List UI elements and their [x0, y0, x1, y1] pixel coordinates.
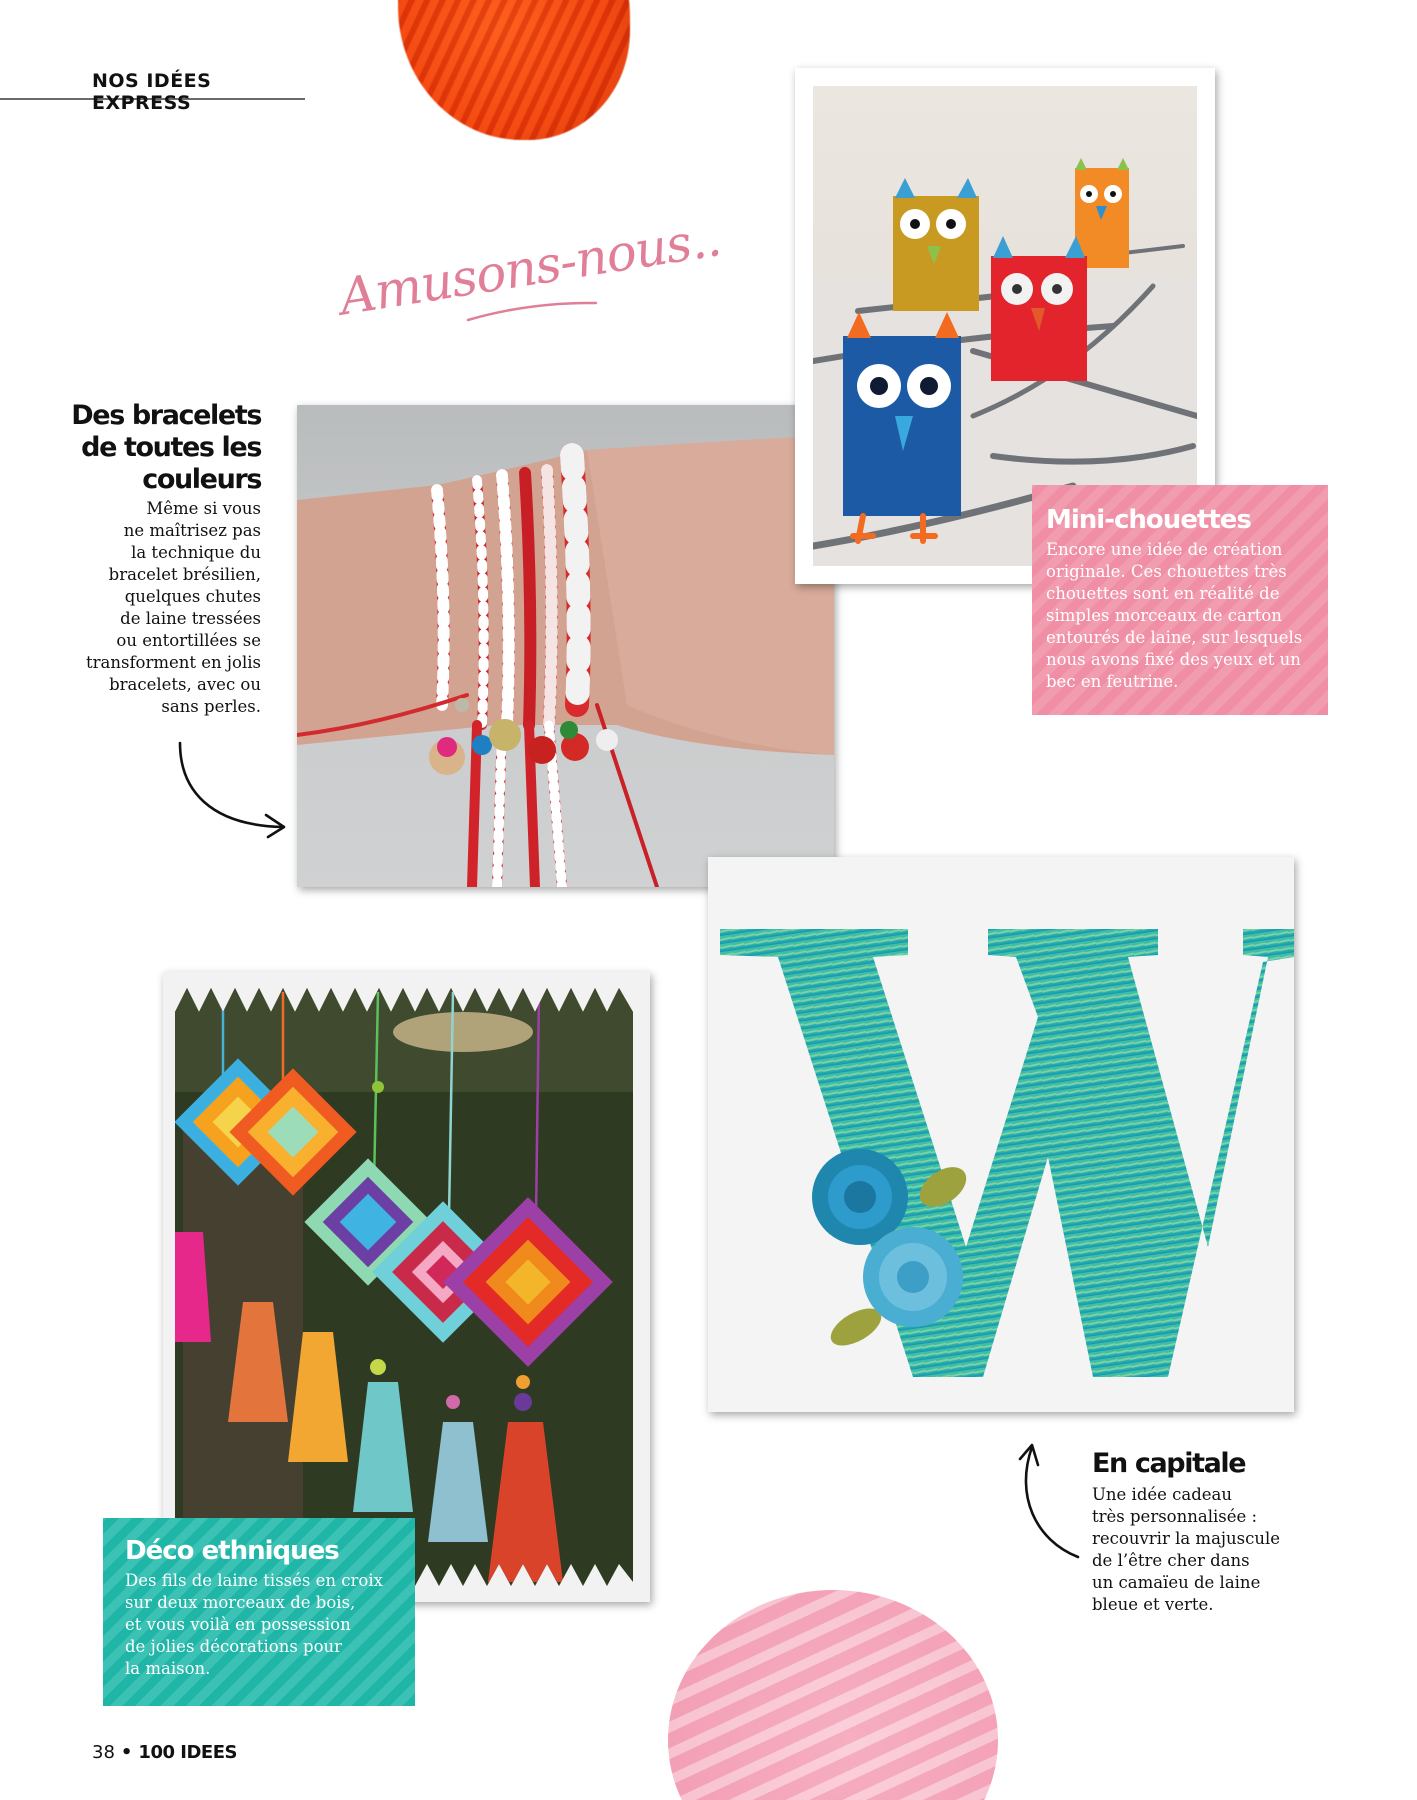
en-capitale-article [1092, 1448, 1322, 1616]
svg-text:Amusons-nous...: Amusons-nous... [335, 210, 720, 327]
page-number: 38 [92, 1742, 115, 1763]
en-capitale-title: En capitale [1092, 1448, 1246, 1479]
script-title-lettering [330, 210, 720, 330]
page-footer [92, 1742, 237, 1763]
footer-separator: • [120, 1742, 133, 1763]
gods-eye-photo-frame [163, 972, 650, 1602]
curved-arrow-right-icon [170, 735, 295, 840]
en-capitale-body: Une idée cadeau très personnalisée : recouvrir la majuscule de l’être cher dans un camaïeu de laine bleue et verte. [1092, 1485, 1281, 1614]
curved-arrow-up-icon [1010, 1435, 1100, 1565]
script-title [330, 210, 720, 330]
mini-chouettes-body: Encore une idée de création originale. Ces chouettes très chouettes sont en réalité de simples morceaux de carton entourés de laine, sur lesquels nous avons fixé des yeux et un bec en feutrine. [1046, 540, 1303, 691]
deco-ethniques-body: Des fils de laine tissés en croix sur deux morceaux de bois, et vous voilà en possession de jolies décorations pour la maison. [125, 1571, 383, 1678]
section-header [0, 64, 305, 114]
mini-chouettes-title: Mini-chouettes [1046, 505, 1251, 535]
bracelets-body: Même si vous ne maîtrisez pas la technique du bracelet brésilien, quelques chutes de laine tressées ou entortillées se transforment en jolis bracelets, avec ou sans perles. [86, 499, 261, 716]
magazine-brand: 100 IDEES [138, 1742, 237, 1763]
orange-yarn-ball-image [398, 0, 630, 140]
section-label: NOS IDÉES EXPRESS [92, 70, 212, 114]
bracelets-title: Des bracelets de toutes les couleurs [71, 400, 261, 495]
pink-yarn-ball-image [668, 1590, 998, 1800]
mini-chouettes-callout [1032, 485, 1328, 715]
bracelets-photo [297, 405, 834, 887]
deco-ethniques-title: Déco ethniques [125, 1536, 339, 1566]
bracelets-article [60, 400, 261, 718]
letter-w-photo [708, 857, 1294, 1412]
deco-ethniques-callout [103, 1518, 415, 1706]
